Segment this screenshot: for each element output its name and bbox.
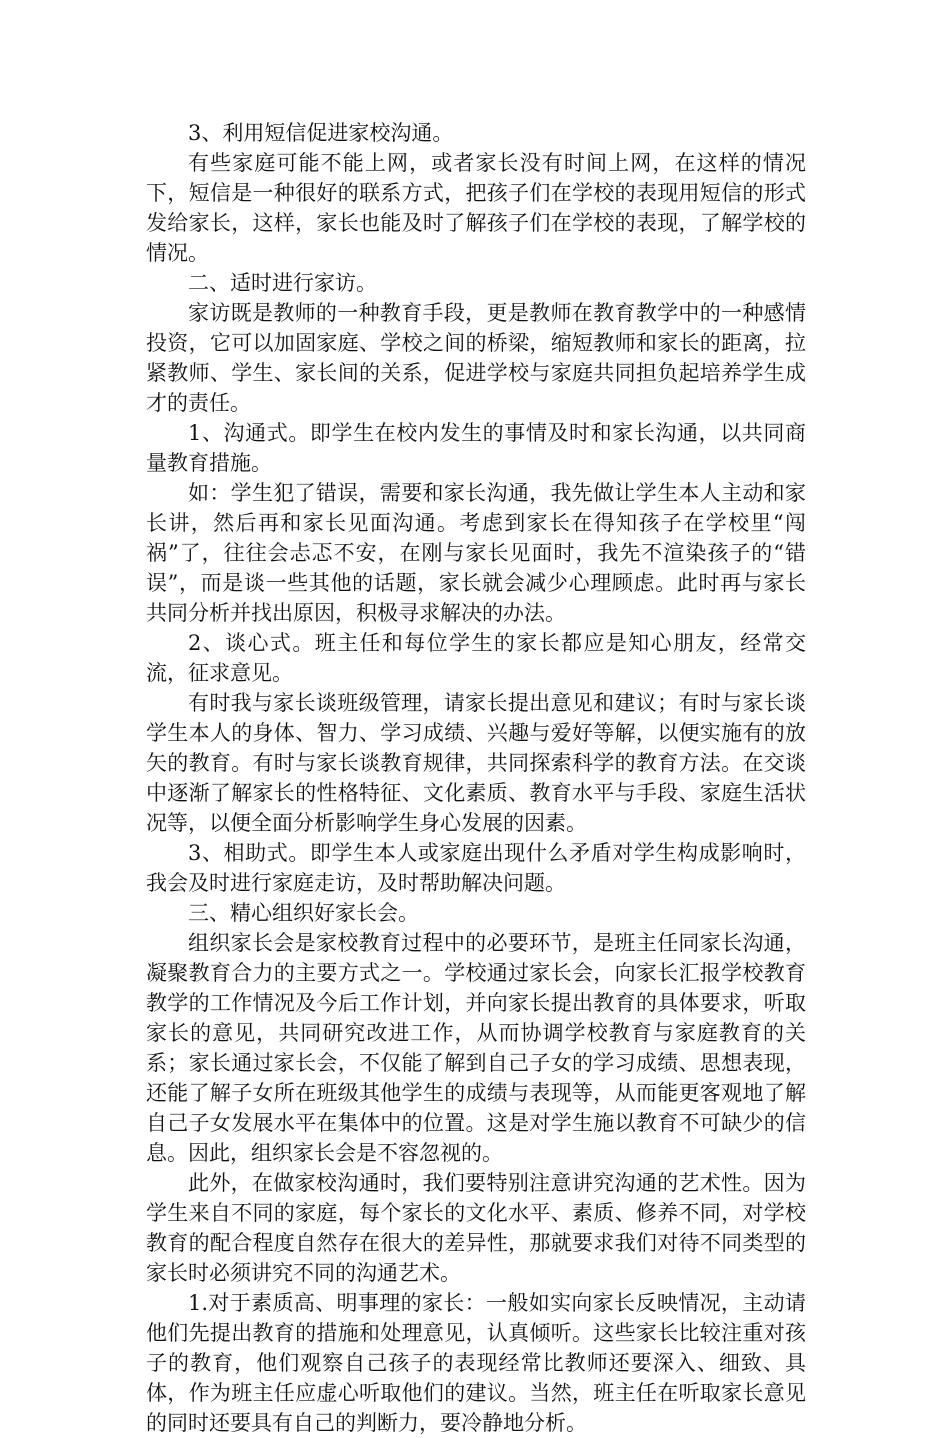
section-heading-parent-meeting: 三、精心组织好家长会。 xyxy=(188,901,419,925)
paragraph-example: 如：学生犯了错误，需要和家长沟通，我先做让学生本人主动和家长讲，然后再和家长见面沟通。考虑到家长在得知孩子在学校里“闯祸”了，往往会忐忑不安，在刚与家长见面时，我先不渲染孩子的“错误”，而是谈一些其他的话题，家长就会减少心理顾虑。此时再与家长共同分析并找出原因，积极寻求解决的办法。 xyxy=(146,481,806,625)
document-page xyxy=(146,118,806,1438)
paragraph-mutual-help: 3、相助式。即学生本人或家庭出现什么矛盾对学生构成影响时，我会及时进行家庭走访，及时帮助解决问题。 xyxy=(146,841,806,895)
paragraph-communication-style: 1、沟通式。即学生在校内发生的事情及时和家长沟通，以共同商量教育措施。 xyxy=(146,421,806,475)
paragraph-discussion: 有时我与家长谈班级管理，请家长提出意见和建议；有时与家长谈学生本人的身体、智力、学习成绩、兴趣与爱好等解，以便实施有的放矢的教育。有时与家长谈教育规律，共同探索科学的教育方法。在交谈中逐渐了解家长的性格特征、文化素质、教育水平与手段、家庭生活状况等，以便全面分析影响学生身心发展的因素。 xyxy=(146,691,806,835)
paragraph-high-quality-parents: 1.对于素质高、明事理的家长：一般如实向家长反映情况，主动请他们先提出教育的措施和处理意见，认真倾听。这些家长比较注重对孩子的教育，他们观察自己孩子的表现经常比教师还要深入、细致、具体，作为班主任应虚心听取他们的建议。当然，班主任在听取家长意见的同时还要具有自己的判断力，要冷静地分析。 xyxy=(146,1291,806,1435)
paragraph-heart-to-heart: 2、谈心式。班主任和每位学生的家长都应是知心朋友，经常交流，征求意见。 xyxy=(146,631,806,685)
paragraph-communication-art: 此外，在做家校沟通时，我们要特别注意讲究沟通的艺术性。因为学生来自不同的家庭，每个家长的文化水平、素质、修养不同，对学校教育的配合程度自然存在很大的差异性，那就要求我们对待不同类型的家长时必须讲究不同的沟通艺术。 xyxy=(146,1171,806,1285)
paragraph-sms: 有些家庭可能不能上网，或者家长没有时间上网，在这样的情况下，短信是一种很好的联系方式，把孩子们在学校的表现用短信的形式发给家长，这样，家长也能及时了解孩子们在学校的表现，了解学校的情况。 xyxy=(146,151,806,265)
subsection-heading-sms: 3、利用短信促进家校沟通。 xyxy=(188,121,454,145)
paragraph-home-visit: 家访既是教师的一种教育手段，更是教师在教育教学中的一种感情投资，它可以加固家庭、学校之间的桥梁，缩短教师和家长的距离，拉紧教师、学生、家长间的关系，促进学校与家庭共同担负起培养学生成才的责任。 xyxy=(146,301,806,415)
section-heading-home-visit: 二、适时进行家访。 xyxy=(188,271,377,295)
paragraph-parent-meeting: 组织家长会是家校教育过程中的必要环节，是班主任同家长沟通，凝聚教育合力的主要方式之一。学校通过家长会，向家长汇报学校教育教学的工作情况及今后工作计划，并向家长提出教育的具体要求，听取家长的意见，共同研究改进工作，从而协调学校教育与家庭教育的关系；家长通过家长会，不仅能了解到自己子女的学习成绩、思想表现，还能了解子女所在班级其他学生的成绩与表现等，从而能更客观地了解自己子女发展水平在集体中的位置。这是对学生施以教育不可缺少的信息。因此，组织家长会是不容忽视的。 xyxy=(146,931,806,1165)
